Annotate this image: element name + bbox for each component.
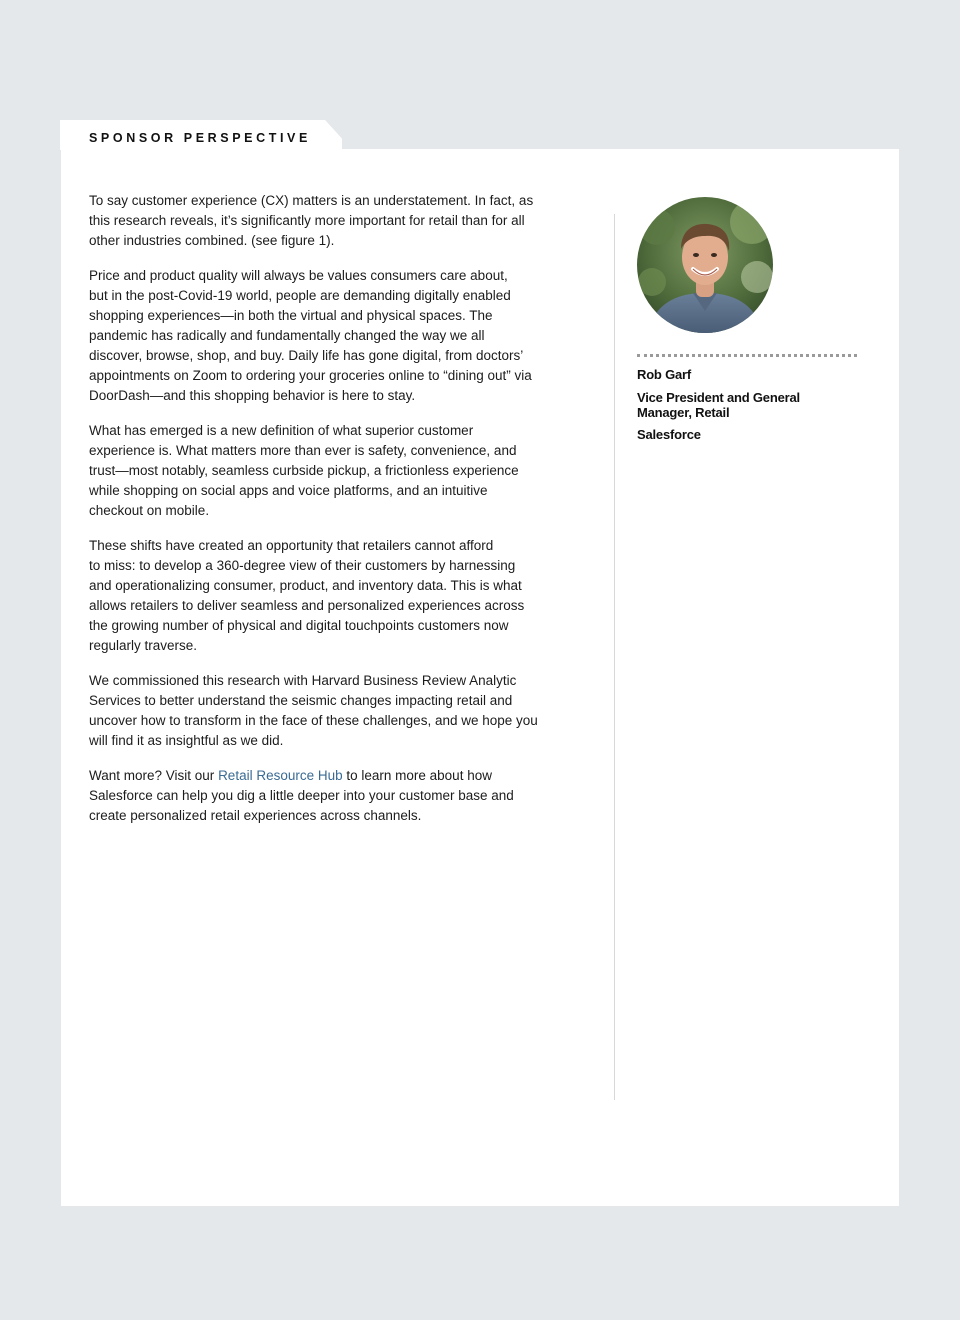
- section-tab-label: SPONSOR PERSPECTIVE: [89, 131, 311, 145]
- text-line: regularly traverse.: [89, 638, 198, 653]
- author-title-line: Manager, Retail: [637, 405, 730, 420]
- text-line: discover, browse, shop, and buy. Daily life has gone digital, from doctors’: [89, 348, 524, 363]
- article-paragraph-3: [89, 421, 589, 521]
- article-paragraph-1: [89, 191, 589, 251]
- text-line: the growing number of physical and digital touchpoints customers now: [89, 618, 509, 633]
- text-line: checkout on mobile.: [89, 503, 210, 518]
- text-line: To say customer experience (CX) matters is an understatement. In fact, as: [89, 193, 534, 208]
- text-line: Price and product quality will always be values consumers care about,: [89, 268, 508, 283]
- text-line: pandemic has radically and fundamentally changed the way we all: [89, 328, 485, 343]
- article-paragraph-4: [89, 536, 589, 656]
- author-title-line: Vice President and General: [637, 390, 800, 405]
- text-line: to miss: to develop a 360-degree view of their customers by harnessing: [89, 558, 516, 573]
- text-line: experience is. What matters more than ever is safety, convenience, and: [89, 443, 517, 458]
- text-line: other industries combined. (see figure 1).: [89, 233, 335, 248]
- text-line: DoorDash—and this shopping behavior is here to stay.: [89, 388, 416, 403]
- text-line: shopping experiences—in both the virtual and physical spaces. The: [89, 308, 493, 323]
- dotted-separator: [637, 354, 857, 357]
- text-line: What has emerged is a new definition of what superior customer: [89, 423, 474, 438]
- text-line: uncover how to transform in the face of these challenges, and we hope you: [89, 713, 538, 728]
- text-line: while shopping on social apps and voice platforms, and an intuitive: [89, 483, 488, 498]
- text-line: We commissioned this research with Harvard Business Review Analytic: [89, 673, 517, 688]
- article-body: [89, 191, 589, 841]
- text-line: create personalized retail experiences across channels.: [89, 808, 422, 823]
- text-line: trust—most notably, seamless curbside pickup, a frictionless experience: [89, 463, 519, 478]
- portrait-image: [637, 197, 773, 333]
- text-line: but in the post-Covid-19 world, people are demanding digitally enabled: [89, 288, 511, 303]
- text-line: will find it as insightful as we did.: [89, 733, 284, 748]
- text-fragment: Want more? Visit our: [89, 768, 219, 783]
- author-title: [637, 390, 867, 420]
- text-fragment: to learn more about how: [342, 768, 492, 783]
- column-divider: [614, 214, 615, 1100]
- article-paragraph-6: [89, 766, 589, 826]
- author-company: Salesforce: [637, 427, 701, 442]
- text-line: Salesforce can help you dig a little deeper into your customer base and: [89, 788, 514, 803]
- article-paragraph-2: [89, 266, 589, 406]
- retail-resource-hub-link[interactable]: Retail Resource Hub: [218, 768, 343, 783]
- avatar: [637, 197, 773, 333]
- text-line: [89, 766, 589, 786]
- text-line: Services to better understand the seismic changes impacting retail and: [89, 693, 513, 708]
- text-line: this research reveals, it’s significantly more important for retail than for all: [89, 213, 525, 228]
- text-line: appointments on Zoom to ordering your groceries online to “dining out” via: [89, 368, 532, 383]
- text-line: allows retailers to deliver seamless and personalized experiences across: [89, 598, 525, 613]
- text-line: and operationalizing consumer, product, and inventory data. This is what: [89, 578, 522, 593]
- text-line: These shifts have created an opportunity that retailers cannot afford: [89, 538, 494, 553]
- author-name: Rob Garf: [637, 367, 692, 382]
- article-paragraph-5: [89, 671, 589, 751]
